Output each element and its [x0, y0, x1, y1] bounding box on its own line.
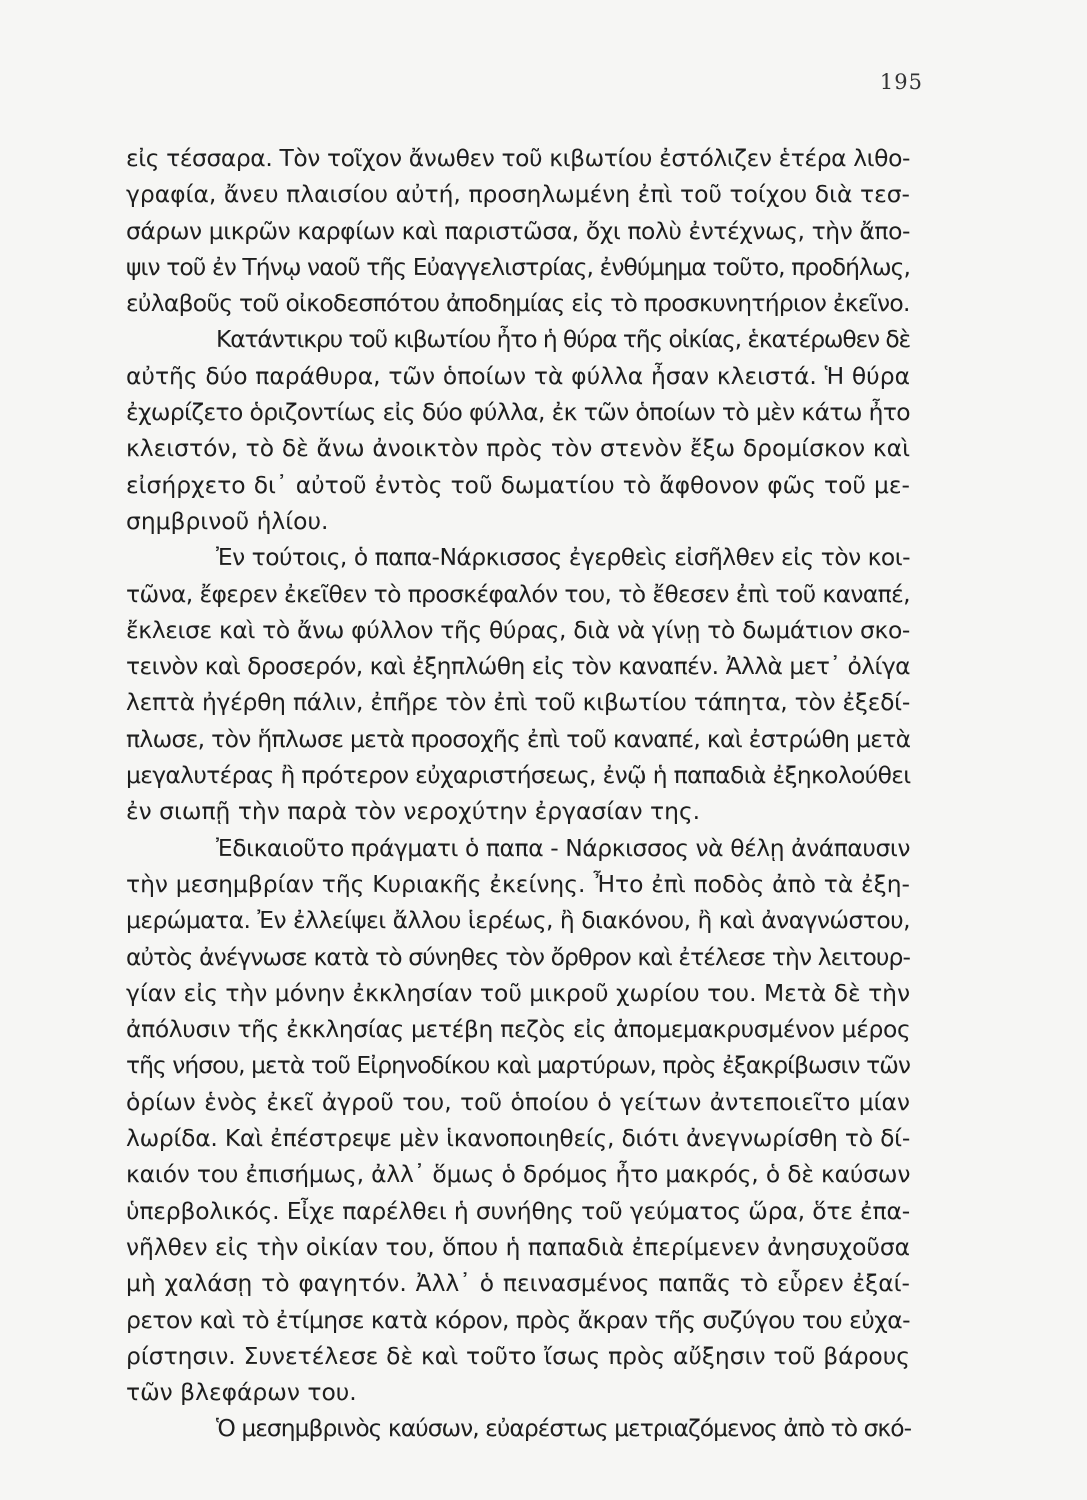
text-line: εἰσήρχετο δι᾿ αὐτοῦ ἐντὸς τοῦ δωματίου τὸ ἄφθονον φῶς τοῦ με-: [126, 470, 910, 499]
text-line: γραφία, ἄνευ πλαισίου αὐτή, προσηλωμένη ἐπὶ τοῦ τοίχου διὰ τεσ-: [126, 180, 910, 209]
text-line: ὁρίων ἑνὸς ἐκεῖ ἀγροῦ του, τοῦ ὁποίου ὁ γείτων ἀντεποιεῖτο μίαν: [126, 1087, 910, 1116]
page-number: 195: [879, 70, 923, 94]
text-line: αὐτὸς ἀνέγνωσε κατὰ τὸ σύνηθες τὸν ὄρθρον καὶ ἐτέλεσε τὴν λειτουρ-: [126, 942, 910, 971]
text-line: Κατάντικρυ τοῦ κιβωτίου ἦτο ἡ θύρα τῆς οἰκίας, ἑκατέρωθεν δὲ: [216, 325, 910, 354]
text-line: εὐλαβοῦς τοῦ οἰκοδεσπότου ἀποδημίας εἰς τὸ προσκυνητήριον ἐκεῖνο.: [126, 289, 910, 318]
text-line: τῆς νήσου, μετὰ τοῦ Εἰρηνοδίκου καὶ μαρτύρων, πρὸς ἐξακρίβωσιν τῶν: [126, 1051, 910, 1080]
text-line: τὴν μεσημβρίαν τῆς Κυριακῆς ἐκείνης. Ἦτο ἐπὶ ποδὸς ἀπὸ τὰ ἐξη-: [126, 869, 910, 898]
text-line: λωρίδα. Καὶ ἐπέστρεψε μὲν ἱκανοποιηθείς, διότι ἀνεγνωρίσθη τὸ δί-: [126, 1124, 910, 1153]
text-line: τῶν βλεφάρων του.: [126, 1378, 357, 1407]
text-line: αὐτῆς δύο παράθυρα, τῶν ὁποίων τὰ φύλλα ἦσαν κλειστά. Ἡ θύρα: [126, 361, 910, 390]
text-line: γίαν εἰς τὴν μόνην ἐκκλησίαν τοῦ μικροῦ χωρίου του. Μετὰ δὲ τὴν: [126, 978, 911, 1007]
text-line: ὑπερβολικός. Εἶχε παρέλθει ἡ συνήθης τοῦ γεύματος ὥρα, ὅτε ἐπα-: [126, 1196, 910, 1225]
text-line: τῶνα, ἔφερεν ἐκεῖθεν τὸ προσκέφαλόν του, τὸ ἔθεσεν ἐπὶ τοῦ καναπέ,: [126, 579, 910, 608]
text-line: ἀπόλυσιν τῆς ἐκκλησίας μετέβη πεζὸς εἰς ἀπομεμακρυσμένον μέρος: [126, 1015, 911, 1044]
text-line: ἐν σιωπῇ τὴν παρὰ τὸν νεροχύτην ἐργασίαν της.: [126, 797, 701, 826]
text-line: τεινὸν καὶ δροσερόν, καὶ ἐξηπλώθη εἰς τὸν καναπέν. Ἀλλὰ μετ᾿ ὀλίγα: [126, 652, 910, 681]
text-line: Ὁ μεσημβρινὸς καύσων, εὐαρέστως μετριαζόμενος ἀπὸ τὸ σκό-: [216, 1414, 912, 1443]
text-line: μὴ χαλάσῃ τὸ φαγητόν. Ἀλλ᾿ ὁ πεινασμένος παπᾶς τὸ εὗρεν ἐξαί-: [126, 1269, 910, 1298]
text-line: ψιν τοῦ ἐν Τήνῳ ναοῦ τῆς Εὐαγγελιστρίας, ἐνθύμημα τοῦτο, προδήλως,: [126, 252, 910, 281]
text-line: ρετον καὶ τὸ ἐτίμησε κατὰ κόρον, πρὸς ἄκραν τῆς συζύγου του εὐχα-: [126, 1305, 910, 1334]
text-line: σημβρινοῦ ἡλίου.: [126, 506, 329, 535]
body-text: [126, 140, 910, 1447]
text-line: εἰς τέσσαρα. Τὸν τοῖχον ἄνωθεν τοῦ κιβωτίου ἐστόλιζεν ἑτέρα λιθο-: [126, 144, 910, 172]
text-line: ἐχωρίζετο ὁριζοντίως εἰς δύο φύλλα, ἐκ τῶν ὁποίων τὸ μὲν κάτω ἦτο: [126, 398, 910, 427]
text-line: ρίστησιν. Συνετέλεσε δὲ καὶ τοῦτο ἴσως πρὸς αὔξησιν τοῦ βάρους: [126, 1341, 910, 1370]
text-line: Ἐδικαιοῦτο πράγματι ὁ παπα - Νάρκισσος νὰ θέλῃ ἀνάπαυσιν: [216, 833, 910, 862]
text-line: σάρων μικρῶν καρφίων καὶ παριστῶσα, ὄχι πολὺ ἐντέχνως, τὴν ἄπο-: [126, 216, 910, 245]
text-line: μερώματα. Ἐν ἐλλείψει ἄλλου ἱερέως, ἢ διακόνου, ἢ καὶ ἀναγνώστου,: [126, 906, 910, 935]
text-line: πλωσε, τὸν ἥπλωσε μετὰ προσοχῆς ἐπὶ τοῦ καναπέ, καὶ ἐστρώθη μετὰ: [126, 724, 911, 753]
text-line: ἔκλεισε καὶ τὸ ἄνω φύλλον τῆς θύρας, διὰ νὰ γίνῃ τὸ δωμάτιον σκο-: [126, 615, 910, 644]
text-line: κλειστόν, τὸ δὲ ἄνω ἀνοικτὸν πρὸς τὸν στενὸν ἔξω δρομίσκον καὶ: [126, 434, 910, 463]
text-line: λεπτὰ ἠγέρθη πάλιν, ἐπῆρε τὸν ἐπὶ τοῦ κιβωτίου τάπητα, τὸν ἐξεδί-: [126, 688, 910, 717]
text-line: νῆλθεν εἰς τὴν οἰκίαν του, ὅπου ἡ παπαδιὰ ἐπερίμενεν ἀνησυχοῦσα: [126, 1232, 911, 1261]
text-line: Ἐν τούτοις, ὁ παπα-Νάρκισσος ἐγερθεὶς εἰσῆλθεν εἰς τὸν κοι-: [216, 543, 910, 572]
text-line: μεγαλυτέρας ἢ πρότερον εὐχαριστήσεως, ἐνῷ ἡ παπαδιὰ ἐξηκολούθει: [126, 761, 911, 790]
text-line: καιόν του ἐπισήμως, ἀλλ᾿ ὅμως ὁ δρόμος ἦτο μακρός, ὁ δὲ καύσων: [126, 1160, 911, 1189]
